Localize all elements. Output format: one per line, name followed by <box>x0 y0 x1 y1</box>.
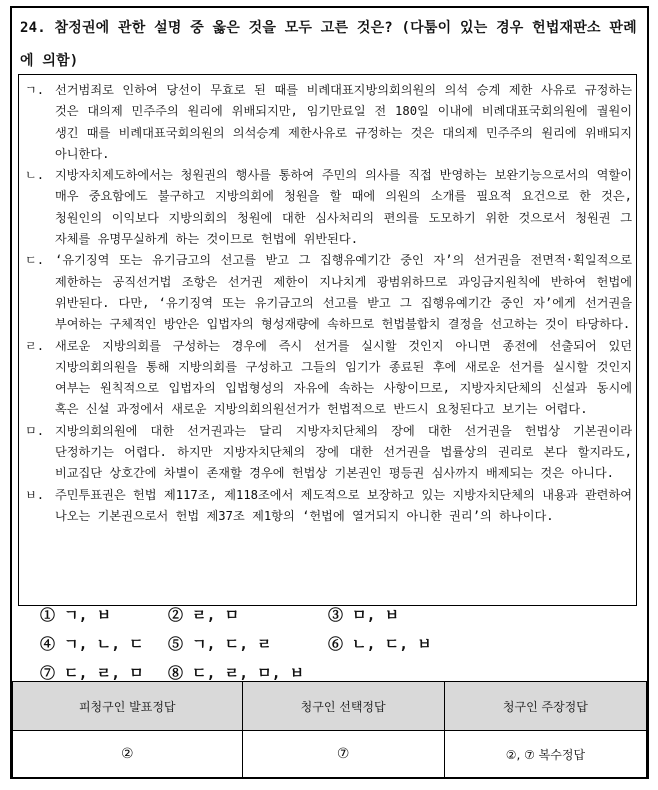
choice-6[interactable]: ⑥ ㄴ, ㄷ, ㅂ <box>328 635 432 653</box>
statement-item <box>25 485 632 528</box>
statement-text: 지방의회의원에 대한 선거권과는 달리 지방자치단체의 장에 대한 선거권을 헌법상 기본권이라 단정하기는 어렵다. 하지만 지방자치단체의 장에 대한 선거권을 법률상의 권리로 본다 할지라도, 비교집단 상호간에 차별이 존재할 경우에 헌법상 기본권인 평등권 심사까지 배제되는 것은 아니다. <box>55 423 632 481</box>
header-claimant-selected: 청구인 선택정답 <box>242 682 444 731</box>
statement-text: 새로운 지방의회를 구성하는 경우에 즉시 선거를 실시할 것인지 아니면 종전에 선출되어 있던 지방의회의원을 통해 지방의회를 구성하고 그들의 임기가 종료된 후에 새로운 선거를 실시할 것인지 여부는 원칙적으로 입법자의 입법형성의 자유에 속하는 사항이므로, 지방자치단체의 신설과 동시에 혹은 신설 과정에서 새로운 지방의회의원선거가 헌법적으로 반드시 요청된다고 보기는 어렵다. <box>55 338 632 417</box>
answer-table-value-row <box>13 731 647 778</box>
statement-box <box>18 74 637 606</box>
statement-marker: ㅂ. <box>25 487 45 502</box>
statement-item <box>25 165 632 250</box>
choice-row <box>40 629 600 658</box>
answer-table-header-row <box>13 682 647 731</box>
respondent-answer-value: ② <box>13 731 243 778</box>
statement-marker: ㄷ. <box>25 253 45 268</box>
header-claimant-asserted: 청구인 주장정답 <box>444 682 646 731</box>
statement-marker: ㄴ. <box>25 168 45 183</box>
statement-text: 지방자치제도하에서는 청원권의 행사를 통하여 주민의 의사를 직접 반영하는 보완기능으로서의 역할이 매우 중요함에도 불구하고 지방의회에 청원을 할 때에 의원의 소개를 필요적 요건으로 한 것은, 청원인의 이익보다 지방의회의 청원에 대한 심사처리의 편의를 도모하기 위한 것으로서 청원권 그 자체를 유명무실하게 하는 것이므로 헌법에 위반된다. <box>55 168 632 247</box>
choice-3[interactable]: ③ ㅁ, ㅂ <box>328 606 400 624</box>
choice-1[interactable]: ① ㄱ, ㅂ <box>40 606 112 624</box>
statement-item <box>25 421 632 485</box>
statement-item <box>25 336 632 421</box>
choice-row <box>40 600 600 629</box>
question-title: 24. 참정권에 관한 설명 중 옳은 것을 모두 고른 것은? (다툼이 있는 경우 헌법재판소 판례에 의함) <box>20 20 637 69</box>
choice-5[interactable]: ⑤ ㄱ, ㄷ, ㄹ <box>168 635 272 653</box>
statement-text: 주민투표권은 헌법 제117조, 제118조에서 제도적으로 보장하고 있는 지방자치단체의 내용과 관련하여 나오는 기본권으로서 헌법 제37조 제1항의 ‘헌법에 열거되지 아니한 권리’의 하나이다. <box>55 487 632 523</box>
claimant-asserted-value: ②, ⑦ 복수정답 <box>444 731 646 778</box>
choice-7[interactable]: ⑦ ㄷ, ㄹ, ㅁ <box>40 664 144 682</box>
answer-table <box>12 681 647 778</box>
statement-marker: ㄱ. <box>25 83 45 97</box>
claimant-selected-value: ⑦ <box>242 731 444 778</box>
question-page <box>10 6 649 779</box>
statement-text: ‘유기징역 또는 유기금고의 선고를 받고 그 집행유예기간 중인 자’의 선거권을 전면적·획일적으로 제한하는 공직선거법 조항은 선거권 제한이 지나치게 광범위하므로 과잉금지원칙에 반하여 헌법에 위반된다. 다만, ‘유기징역 또는 유기금고의 선고를 받고 그 집행유예기간 중인 자’에게 선거권을 부여하는 구체적인 방안은 입법자의 형성재량에 속하므로 헌법불합치 결정을 선고하는 것이 타당하다. <box>55 253 632 332</box>
statement-item <box>25 80 632 165</box>
choice-4[interactable]: ④ ㄱ, ㄴ, ㄷ <box>40 635 144 653</box>
statement-marker: ㄹ. <box>25 338 45 353</box>
answer-choices <box>40 600 600 687</box>
statement-text: 선거범죄로 인하여 당선이 무효로 된 때를 비례대표지방의회의원의 의석 승계 제한 사유로 규정하는 것은 대의제 민주주의 원리에 위배되지만, 임기만료일 전 180일 이내에 비례대표국회의원에 궐원이 생긴 때를 비례대표국회의원의 의석승계 제한사유로 규정하는 것은 대의제 민주주의 원리에 위배되지 아니한다. <box>55 83 632 161</box>
choice-8[interactable]: ⑧ ㄷ, ㄹ, ㅁ, ㅂ <box>168 664 305 682</box>
statement-item <box>25 250 632 335</box>
statement-marker: ㅁ. <box>25 423 45 438</box>
header-respondent-answer: 피청구인 발표정답 <box>13 682 243 731</box>
choice-2[interactable]: ② ㄹ, ㅁ <box>168 606 240 624</box>
